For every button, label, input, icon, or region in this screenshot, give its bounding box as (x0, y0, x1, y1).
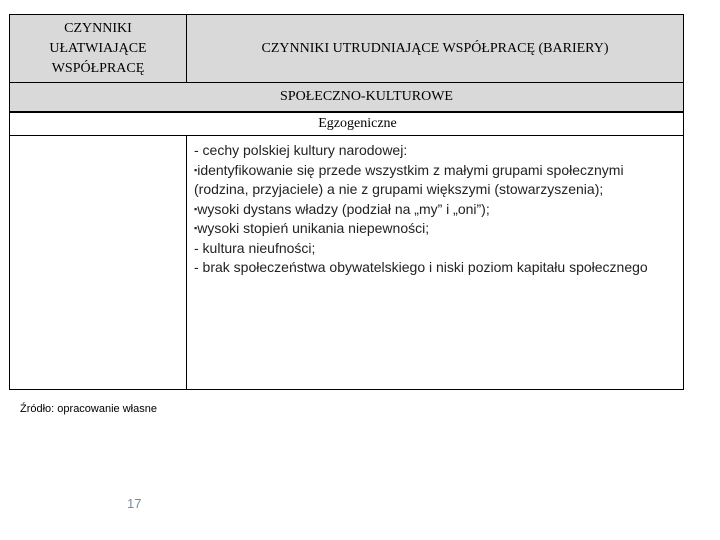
list-item: ▪wysoki dystans władzy (podział na „my” i „oni”); (194, 200, 490, 217)
list-marker: - (194, 142, 199, 158)
list-item: ▪identyfikowanie się przede wszystkim z małymi grupami społecznymi (rodzina, przyjaciele) a nie z grupami większymi (stowarzyszenia); (194, 161, 624, 197)
list-item: - kultura nieufności; (194, 239, 316, 256)
source-note: Źródło: opracowanie własne (20, 403, 157, 415)
header-facilitating-factors (9, 14, 187, 83)
page-number: 17 (127, 496, 142, 511)
bullet-icon: ▪ (194, 164, 198, 175)
header-hindering-factors: CZYNNIKI UTRUDNIAJĄCE WSPÓŁPRACĘ (BARIERY) (186, 14, 684, 83)
facilitating-cell (9, 135, 187, 390)
barriers-table (9, 14, 684, 390)
header-line: UŁATWIAJĄCE (49, 40, 147, 56)
header-line: CZYNNIKI (64, 20, 132, 36)
bullet-icon: ▪ (194, 203, 198, 214)
list-marker: - (194, 259, 199, 275)
bullet-icon: ▪ (194, 223, 198, 233)
list-item: - brak społeczeństwa obywatelskiego i niski poziom kapitału społecznego (194, 259, 648, 275)
list-item: ▪wysoki stopień unikania niepewności; (194, 220, 430, 236)
list-item: - cechy polskiej kultury narodowej: (194, 142, 408, 158)
barriers-cell (186, 135, 684, 390)
section-header: SPOŁECZNO-KULTUROWE (9, 82, 684, 112)
list-marker: - (194, 239, 199, 256)
header-line: WSPÓŁPRACĘ (51, 60, 145, 76)
subsection-header: Egzogeniczne (9, 112, 684, 136)
